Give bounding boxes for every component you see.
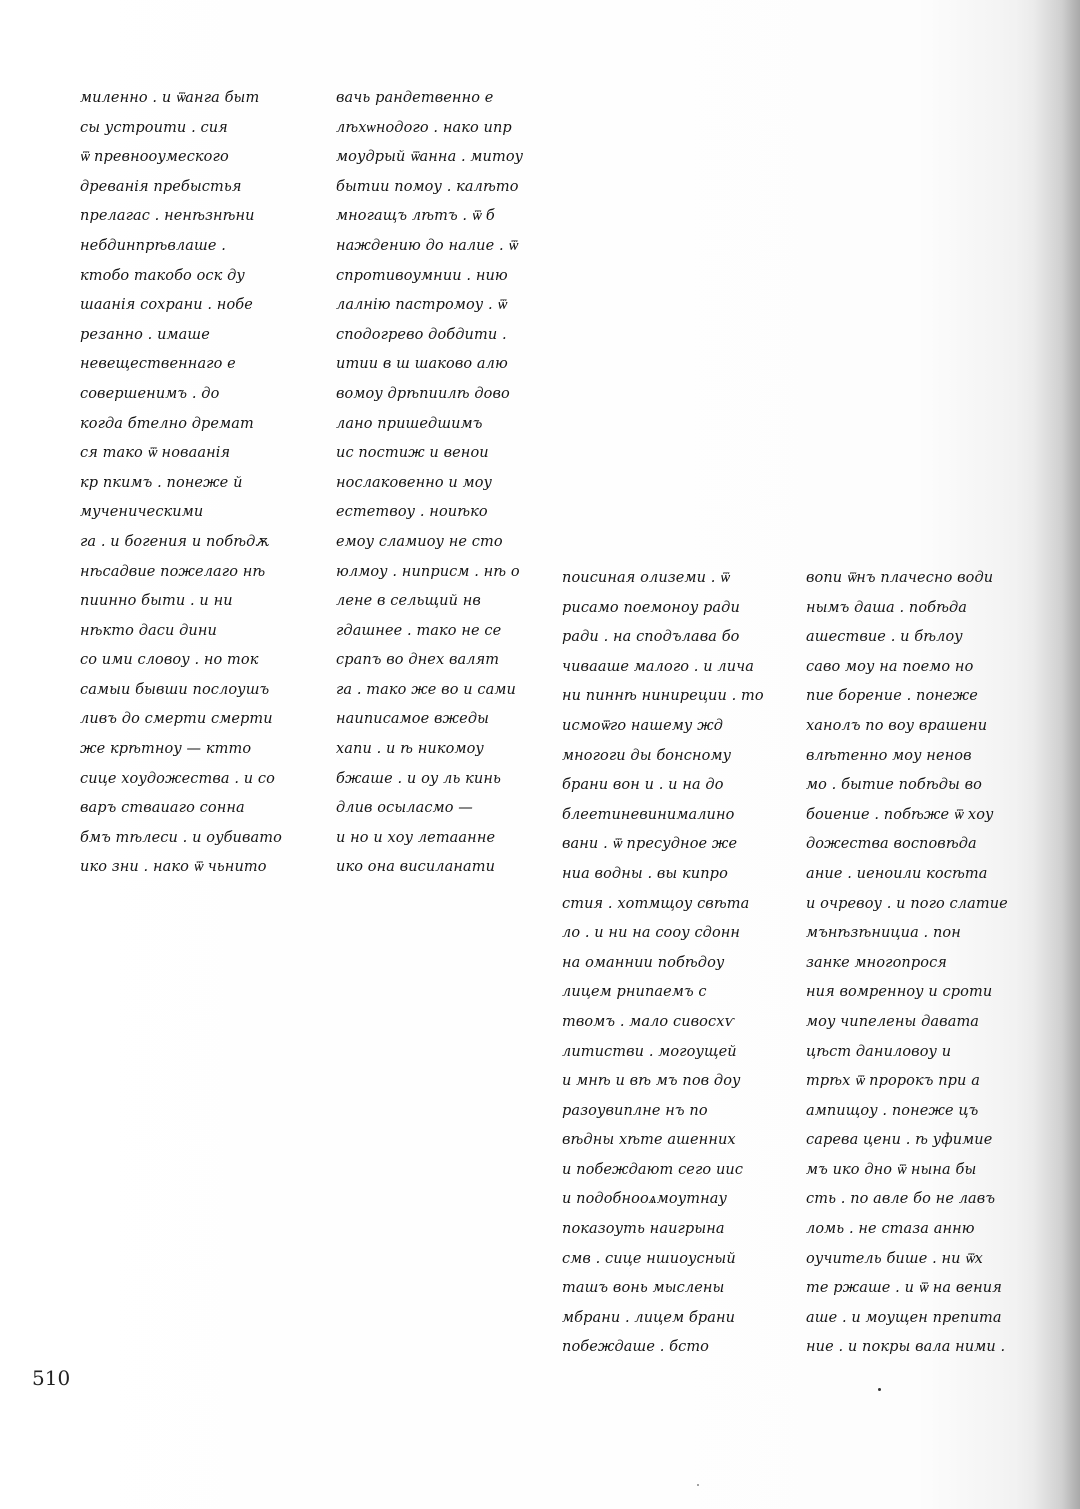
manuscript-line: итии в ш шаково алю	[336, 356, 508, 373]
manuscript-line: лалнію пастромоу . ѿ	[336, 297, 507, 314]
manuscript-line: наждению до налие . ѿ	[336, 237, 518, 254]
manuscript-line: мо . бытие побѣды во	[806, 777, 983, 794]
text-column-2	[336, 84, 551, 883]
manuscript-line: ание . иеноили косѣта	[806, 865, 988, 882]
manuscript-line: мбрани . лицем брани	[562, 1309, 736, 1326]
manuscript-line: пие борение . понеже	[806, 688, 978, 705]
manuscript-line: разоувиплне нъ по	[562, 1102, 708, 1119]
manuscript-line: ташъ вонь мыслены	[562, 1280, 725, 1297]
manuscript-line: бытии помоу . калѣто	[336, 178, 519, 195]
manuscript-line: древанія пребыстья	[80, 178, 242, 195]
manuscript-line: га . тако же во и сами	[336, 681, 516, 698]
manuscript-line: исмоѿго нашему жд	[562, 717, 724, 734]
manuscript-line: многащъ лѣтъ . ѿ б	[336, 208, 495, 225]
manuscript-line: самыи бывши послоушъ	[80, 681, 270, 698]
manuscript-line: влѣтенно моу ненов	[806, 747, 972, 764]
margin-mark-dot	[697, 1484, 699, 1486]
manuscript-line: вопи ѿнъ плачесно води	[806, 570, 994, 586]
manuscript-line: вани . ѿ пресудное же	[562, 836, 738, 853]
manuscript-line: ико зни . нако ѿ чьнито	[80, 859, 267, 876]
manuscript-line: кр пкимъ . понеже й	[80, 474, 243, 491]
manuscript-line: резанно . имаше	[80, 326, 210, 343]
manuscript-line: шаанія сохрани . нобе	[80, 297, 253, 314]
manuscript-line: нымъ даша . побѣда	[806, 599, 968, 616]
manuscript-line: лано пришедшимъ	[336, 415, 483, 432]
manuscript-line: же крѣтноу — ктто	[80, 741, 252, 758]
margin-mark-dot	[878, 1388, 881, 1391]
manuscript-line: лѣхѡнодого . нако ипр	[336, 119, 512, 136]
manuscript-line: прелагас . ненѣзнѣни	[80, 208, 255, 225]
manuscript-line: варъ стваиаго сонна	[80, 800, 245, 817]
manuscript-line: блеетиневинималино	[562, 806, 735, 823]
manuscript-line: на оманнии побѣдоу	[562, 954, 725, 971]
manuscript-line: ктобо такобо оск ду	[80, 267, 245, 284]
manuscript-line: саво моу на поемо но	[806, 658, 974, 675]
manuscript-line: наиписамое вжеды	[336, 711, 490, 728]
manuscript-line: рисамо поемоноу ради	[562, 599, 740, 616]
manuscript-line: сподогрево добдити .	[336, 326, 507, 343]
manuscript-line: ния вомренноу и сроти	[806, 984, 993, 1001]
manuscript-line: небдинпрѣвлаше .	[80, 237, 226, 254]
manuscript-line: побеждаше . бсто	[562, 1339, 710, 1356]
manuscript-line: дожества восповѣда	[806, 836, 977, 853]
manuscript-line: ливъ до смерти смерти	[80, 711, 273, 728]
manuscript-line: вомоу дрѣпиилѣ дово	[336, 385, 510, 402]
manuscript-line: моудрый ѿанна . митоу	[336, 149, 524, 166]
manuscript-line: аше . и моущен препита	[806, 1309, 1002, 1326]
manuscript-line: невещественнаго е	[80, 356, 236, 373]
manuscript-line: вачь рандетвенно е	[336, 90, 494, 106]
manuscript-line: лицем рнипаемъ с	[562, 984, 707, 1001]
manuscript-line: ся тако ѿ новаанія	[80, 445, 231, 462]
manuscript-line: пиинно быти . и ни	[80, 593, 233, 610]
manuscript-line: срапъ во днех валят	[336, 652, 500, 669]
manuscript-line: цѣст даниловоу и	[806, 1043, 952, 1060]
manuscript-line: емоу сламиоу не сто	[336, 533, 503, 550]
manuscript-line: ни пиннѣ ниниреции . то	[562, 688, 764, 705]
manuscript-line: бжаше . и оу ль кинь	[336, 770, 501, 787]
manuscript-line: длив осыласмо —	[336, 800, 473, 817]
text-column-1	[80, 84, 295, 883]
manuscript-line: и подобнооѧмоутнау	[562, 1191, 727, 1208]
manuscript-line: нѣкто даси дини	[80, 622, 217, 639]
manuscript-line: занке многопрося	[806, 954, 947, 971]
manuscript-line: со ими словоу . но ток	[80, 652, 259, 669]
manuscript-line: трѣх ѿ пророкъ при а	[806, 1073, 980, 1090]
manuscript-line: чивааше малого . и лича	[562, 658, 755, 675]
manuscript-line: ампищоу . понеже цъ	[806, 1102, 979, 1119]
manuscript-line: мученическими	[80, 504, 204, 521]
manuscript-line: ѿ превнооумеского	[80, 149, 229, 166]
manuscript-line: стия . хотмщоу свѣта	[562, 895, 750, 912]
manuscript-line: и побеждают сего иис	[562, 1161, 744, 1178]
manuscript-line: гдашнее . тако не се	[336, 622, 502, 639]
text-column-3	[562, 564, 777, 1363]
manuscript-line: ние . и покры вала ними .	[806, 1339, 1006, 1356]
manuscript-line: когда бтелно дремат	[80, 415, 254, 432]
manuscript-line: литистви . могоущей	[562, 1043, 737, 1060]
manuscript-line: многоги ды бонсному	[562, 747, 732, 764]
manuscript-line: ло . и ни на сооу сдонн	[562, 925, 741, 942]
page-gutter-shadow	[1034, 0, 1080, 1509]
manuscript-line: показоуть наигрына	[562, 1221, 725, 1238]
manuscript-line: нослаковенно и моу	[336, 474, 493, 491]
manuscript-line: ради . на сподълава бо	[562, 629, 740, 646]
manuscript-line: те ржаше . и ѿ на вения	[806, 1280, 1002, 1297]
manuscript-line: поисиная олиземи . ѿ	[562, 570, 730, 586]
manuscript-line: и но и хоу летаанне	[336, 829, 496, 846]
manuscript-line: сы устроити . сия	[80, 119, 228, 136]
text-column-4	[806, 564, 1021, 1363]
manuscript-line: бмъ тѣлеси . и оубивато	[80, 829, 282, 846]
manuscript-line: смв . сице ншиоусный	[562, 1250, 736, 1267]
manuscript-line: ломь . не стаза анню	[806, 1221, 975, 1238]
manuscript-line: оучитель бише . ни ѿх	[806, 1250, 983, 1267]
manuscript-line: ико она висиланати	[336, 859, 496, 876]
manuscript-line: моу чипелены давата	[806, 1013, 980, 1030]
manuscript-line: ашествие . и бѣлоу	[806, 629, 963, 646]
manuscript-line: и мнѣ и вѣ мъ пов доу	[562, 1073, 741, 1090]
manuscript-line: твомъ . мало сивосхѵ	[562, 1013, 735, 1030]
manuscript-line: лене в сельщий нв	[336, 593, 481, 610]
manuscript-line: ис постиж и венои	[336, 445, 489, 462]
manuscript-line: брани вон и . и на до	[562, 777, 724, 794]
manuscript-line: юлмоу . ниприсм . нѣ о	[336, 563, 520, 580]
manuscript-line: совершенимъ . до	[80, 385, 220, 402]
manuscript-line: ниа водны . вы кипро	[562, 865, 728, 882]
manuscript-line: хапи . и ѣ никомоу	[336, 741, 484, 758]
manuscript-line: сть . по авле бо не лавъ	[806, 1191, 996, 1208]
manuscript-line: боиение . побѣже ѿ хоу	[806, 806, 994, 823]
manuscript-line: нѣсадвие пожелаго нѣ	[80, 563, 266, 580]
manuscript-line: сарева цени . ѣ уфимие	[806, 1132, 993, 1149]
manuscript-line: и очревоу . и пого слатие	[806, 895, 1008, 912]
manuscript-line: миленно . и ѿанга быт	[80, 90, 260, 106]
manuscript-line: мънѣзѣнициа . пон	[806, 925, 961, 942]
manuscript-line: га . и богения и побѣдѫ	[80, 533, 269, 550]
manuscript-line: мъ ико дно ѿ нына бы	[806, 1161, 977, 1178]
manuscript-line: сице хоудожества . и со	[80, 770, 275, 787]
manuscript-line: спротивоумнии . нию	[336, 267, 508, 284]
manuscript-line: естетвоу . ноиѣко	[336, 504, 488, 521]
manuscript-line: ханолъ по воу врашени	[806, 717, 988, 734]
page-number: 510	[32, 1366, 71, 1390]
manuscript-line: вѣдны хѣте ашенних	[562, 1132, 736, 1149]
